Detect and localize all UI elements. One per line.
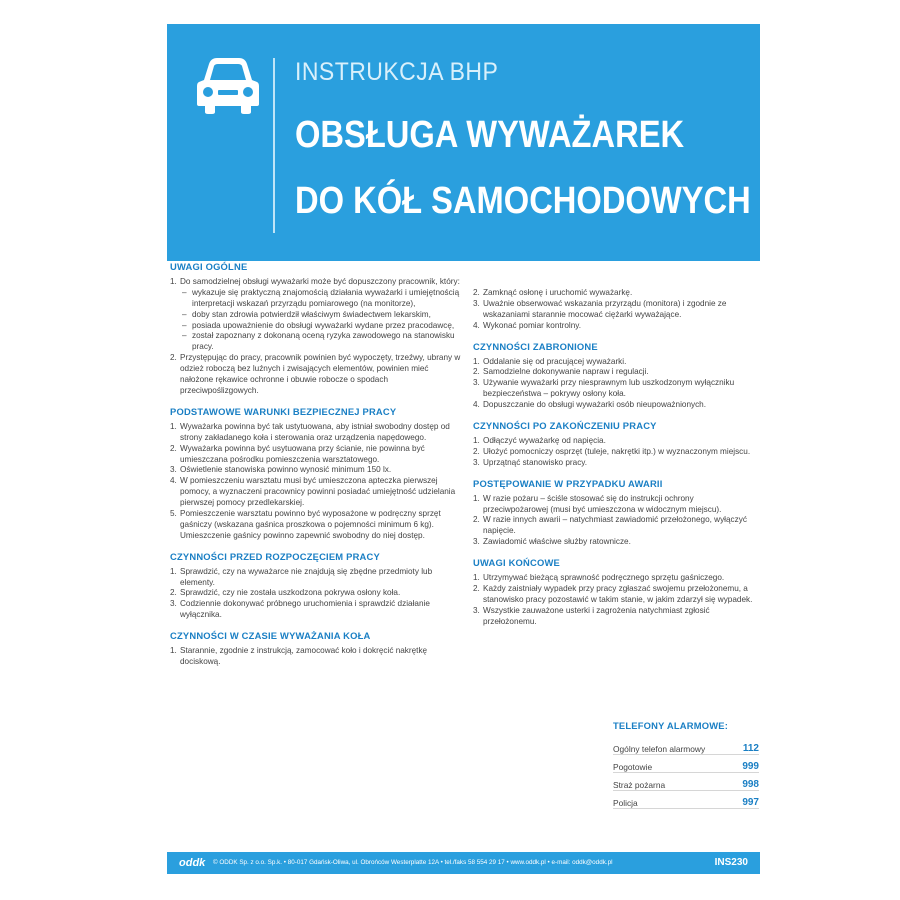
item-number: 3. (170, 465, 177, 475)
section-w-czasie (170, 631, 462, 668)
list-item (170, 599, 462, 621)
phone-row (613, 773, 759, 791)
item-number: 3. (473, 457, 480, 467)
item-text: Oddalanie się od pracującej wyważarki. (483, 356, 627, 366)
dash-item: – został zapoznany z dokonaną oceną ryzyka zawodowego na stanowisku pracy. (192, 331, 462, 353)
list-item (170, 566, 462, 589)
section-koncowe (473, 558, 760, 627)
item-text: Odłączyć wyważarkę od napięcia. (483, 435, 606, 445)
alarm-phones-box (613, 720, 759, 809)
item-text: Oświetlenie stanowiska powinno wynosić minimum 150 lx. (180, 465, 392, 475)
publisher-logo: oddk (179, 857, 206, 869)
item-number: 4. (473, 320, 480, 330)
list-item (473, 288, 760, 299)
header-divider (273, 58, 275, 233)
item-text: Pomieszczenie warsztatu powinno być wyposażone w podręczny sprzęt gaśniczy (wskazana gaśnica proszkowa o pojemności minimum 6 kg). Umieszczenie gaśnicy powinno zapewnić swobodny do niej dostęp. (180, 509, 441, 540)
list-item (473, 457, 760, 469)
item-number: 1. (473, 435, 480, 445)
item-text: Wykonać pomiar kontrolny. (483, 320, 582, 330)
item-number: 3. (170, 599, 177, 609)
item-number: 1. (170, 566, 177, 576)
item-number: 3. (473, 378, 480, 388)
section-zabronione (473, 342, 760, 411)
list-item (473, 583, 760, 606)
item-text: Używanie wyważarki przy niesprawnym lub uszkodzonym wyłączniku bezpieczeństwa – pokrywy osłony koła. (483, 378, 735, 399)
phone-label: Straż pożarna (613, 780, 666, 790)
section-heading: PODSTAWOWE WARUNKI BEZPIECZNEJ PRACY (170, 405, 397, 417)
item-text: Zamknąć osłonę i uruchomić wyważarkę. (483, 288, 633, 297)
title-line-1: OBSŁUGA WYWAŻAREK (295, 114, 685, 156)
item-number: 2. (473, 367, 480, 377)
phone-label: Pogotowie (613, 762, 653, 772)
item-text: Codziennie dokonywać próbnego uruchomienia i sprawdzić działanie wyłącznika. (180, 599, 430, 620)
section-heading: CZYNNOŚCI PRZED ROZPOCZĘCIEM PRACY (170, 550, 380, 562)
section-przed (170, 552, 462, 621)
list-item (473, 320, 760, 332)
item-number: 2. (170, 443, 177, 453)
section-heading: POSTĘPOWANIE W PRZYPADKU AWARII (473, 477, 663, 489)
section-heading: UWAGI KOŃCOWE (473, 557, 560, 569)
section-heading: UWAGI OGÓLNE (170, 261, 248, 272)
footer-bar (167, 852, 760, 874)
list-item (473, 367, 760, 378)
item-number: 1. (473, 573, 480, 583)
list-item (170, 443, 462, 466)
item-text: Ułożyć pomocniczy osprzęt (tuleje, nakrętki itp.) w wyznaczonym miejscu. (483, 446, 751, 456)
dash-item: – posiada upoważnienie do obsługi wyważarki wydane przez pracodawcę, (192, 321, 462, 332)
item-number: 1. (170, 421, 177, 431)
document-kicker: INSTRUKCJA BHP (295, 58, 499, 86)
section-w-czasie-continued (473, 288, 760, 332)
item-number: 2. (473, 288, 480, 297)
alarm-heading: TELEFONY ALARMOWE: (613, 720, 729, 731)
item-text: Zawiadomić właściwe służby ratownicze. (483, 537, 631, 547)
item-number: 1. (170, 646, 177, 656)
publisher-address: © ODDK Sp. z o.o. Sp.k. • 80-017 Gdańsk-Oliwa, ul. Obrońców Westerplatte 12A • tel./faks 58 554 29 17 • www.oddk.pl • e-mail: oddk@oddk.pl (213, 859, 613, 866)
list-item (473, 378, 760, 400)
item-number: 4. (473, 400, 480, 410)
list-item (473, 298, 760, 321)
item-number: 4. (170, 476, 177, 486)
section-awaria (473, 479, 760, 548)
phone-label: Ogólny telefon alarmowy (613, 744, 706, 754)
list-item (473, 446, 760, 458)
section-heading: CZYNNOŚCI W CZASIE WYWAŻANIA KOŁA (170, 630, 371, 642)
item-number: 3. (473, 537, 480, 547)
item-text: W razie innych awarii – natychmiast zawiadomić przełożonego, wyłączyć napięcie. (483, 515, 747, 536)
item-text: Sprawdzić, czy nie została uszkodzona pokrywa osłony koła. (180, 588, 401, 598)
item-text: Wyważarka powinna być tak ustytuowana, aby istniał swobodny dostęp od strony zakładanego koła i sterowania oraz urządzenia napędowego. (180, 421, 450, 442)
list-item (473, 356, 760, 368)
item-number: 2. (473, 583, 480, 593)
list-item (473, 515, 760, 537)
item-number: 1. (473, 356, 480, 366)
item-text: Sprawdzić, czy na wyważarce nie znajdują się zbędne przedmioty lub elementy. (180, 566, 433, 587)
item-text: Przystępując do pracy, pracownik powinien być wypoczęty, trzeźwy, ubrany w odzież roboczą bez luźnych i zwisających elementów, powinien mieć nałożone rękawice ochronne i obuwie robocze o spodach przeciwpoślizgowych. (180, 353, 461, 395)
item-text: Uprzątnąć stanowisko pracy. (483, 457, 588, 467)
item-text: W pomieszczeniu warsztatu musi być umieszczona apteczka pierwszej pomocy, a wyznaczeni pracownicy powinni posiadać umiejętność udzielania pierwszej pomocy przedlekarskiej. (180, 476, 456, 508)
list-item (473, 400, 760, 411)
item-number: 2. (170, 588, 177, 598)
list-item (473, 573, 760, 584)
section-heading: CZYNNOŚCI PO ZAKOŃCZENIU PRACY (473, 420, 657, 432)
list-item (170, 276, 462, 353)
phone-number: 112 (742, 743, 759, 754)
list-item (170, 353, 462, 397)
car-icon (195, 54, 261, 116)
list-item (473, 537, 760, 548)
item-text: Utrzymywać bieżącą sprawność podręcznego sprzętu gaśniczego. (483, 573, 725, 583)
item-text: Każdy zaistniały wypadek przy pracy zgłaszać swojemu przełożonemu, a stanowisko pracy pozostawić w takim stanie, w jakim zdarzył się wypadek. (483, 583, 753, 604)
list-item (170, 421, 462, 444)
item-number: 1. (170, 276, 177, 286)
list-item (170, 476, 462, 509)
list-item (170, 465, 462, 476)
item-number: 3. (473, 605, 480, 615)
phone-row (613, 791, 759, 809)
dash-item: – doby stan zdrowia potwierdził właściwym świadectwem lekarskim, (192, 310, 462, 321)
item-number: 5. (170, 509, 177, 519)
list-item (473, 435, 760, 447)
phone-label: Policja (613, 798, 638, 808)
list-item (170, 646, 462, 668)
list-item (473, 493, 760, 516)
item-text: Do samodzielnej obsługi wyważarki może być dopuszczony pracownik, który: (180, 276, 460, 286)
dash-item: – wykazuje się praktyczną znajomością działania wyważarki i umiejętnością interpretacji wskazań przyrządu pomiarowego (na monitorze), (192, 288, 462, 310)
item-number: 1. (473, 493, 480, 503)
item-number: 3. (473, 298, 480, 308)
phone-row (613, 755, 759, 773)
list-item (170, 509, 462, 542)
item-number: 2. (473, 515, 480, 525)
list-item (473, 605, 760, 628)
list-item (170, 588, 462, 599)
section-uwagi-ogolne (170, 262, 462, 397)
phone-row (613, 737, 759, 755)
item-number: 2. (170, 353, 177, 363)
phone-number: 998 (742, 779, 759, 790)
document-code: INS230 (714, 857, 748, 868)
item-text: W razie pożaru – ściśle stosować się do instrukcji ochrony przeciwpożarowej (musi być umieszczona w widocznym miejscu). (483, 493, 722, 514)
item-text: Dopuszczanie do obsługi wyważarki osób nieupoważnionych. (483, 400, 707, 410)
item-number: 2. (473, 446, 480, 456)
item-text: Wszystkie zauważone usterki i zagrożenia natychmiast zgłosić przełożonemu. (483, 605, 710, 626)
item-text: Starannie, zgodnie z instrukcją, zamocować koło i dokręcić nakrętkę dociskową. (180, 646, 428, 666)
phone-number: 999 (742, 761, 759, 772)
item-text: Wyważarka powinna być usytuowana przy ścianie, nie powinna być umieszczana pośrodku pomieszczenia warsztatowego. (180, 443, 425, 464)
section-po (473, 421, 760, 469)
section-warunki (170, 407, 462, 542)
left-column (170, 262, 462, 678)
right-column (473, 288, 760, 638)
header-banner (167, 24, 760, 261)
section-heading: CZYNNOŚCI ZABRONIONE (473, 340, 598, 352)
phone-number: 997 (742, 797, 759, 808)
item-text: Samodzielne dokonywanie napraw i regulacji. (483, 367, 649, 377)
item-text: Uważnie obserwować wskazania przyrządu (monitora) i zgodnie ze wskazaniami starannie mocować ciężarki wyważające. (483, 298, 727, 319)
title-line-2: DO KÓŁ SAMOCHODOWYCH (295, 180, 751, 222)
